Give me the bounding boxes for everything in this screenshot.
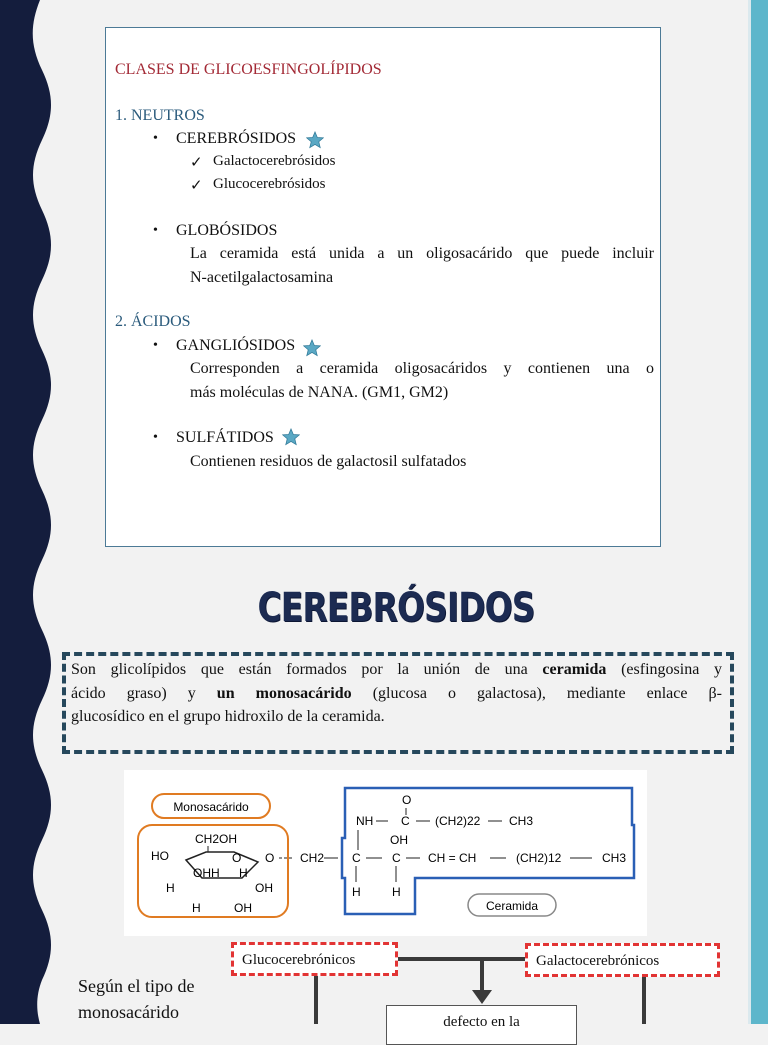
svg-text:C: C — [401, 814, 410, 828]
sulfatidos-item: SULFÁTIDOS — [176, 429, 274, 446]
svg-text:CH3: CH3 — [602, 851, 627, 865]
ceramida-bold: ceramida — [542, 661, 607, 678]
svg-text:(CH2)12: (CH2)12 — [516, 851, 562, 865]
page-title: CEREBRÓSIDOS — [257, 585, 535, 631]
svg-text:H: H — [239, 866, 248, 880]
bullet: • — [153, 338, 158, 353]
definition-line-1: Son glicolípidos que están formados por la unión de una ceramida (esfingosina y — [71, 661, 722, 678]
connector-line — [314, 973, 318, 1024]
svg-text:C: C — [392, 851, 401, 865]
acidos-heading: 2. ÁCIDOS — [115, 313, 191, 330]
gangliosidos-desc-1: Corresponden a ceramida oligosacáridos y contienen una o — [190, 360, 654, 377]
svg-text:H: H — [392, 885, 401, 899]
cerebrosidos-item: CEREBRÓSIDOS — [176, 130, 297, 147]
check-icon: ✓ — [190, 178, 203, 194]
svg-text:H: H — [211, 866, 220, 880]
classes-box — [105, 27, 661, 547]
star-icon — [306, 131, 324, 149]
svg-text:CH2OH: CH2OH — [195, 832, 238, 846]
globosidos-desc-1: La ceramida está unida a un oligosacárido que puede incluir — [190, 245, 654, 262]
globosidos-desc-2: N-acetilgalactosamina — [190, 269, 334, 286]
bullet: • — [153, 223, 158, 238]
svg-text:H: H — [192, 901, 201, 915]
right-accent-strip — [751, 0, 768, 1024]
segun-label-1: Según el tipo de — [78, 976, 195, 996]
svg-text:O: O — [402, 793, 412, 807]
svg-text:H: H — [352, 885, 361, 899]
svg-text:H: H — [166, 881, 175, 895]
bullet: • — [153, 131, 158, 146]
galactocerebronicos-box: Galactocerebrónicos — [525, 943, 720, 977]
ceramida-label: Ceramida — [485, 899, 539, 913]
svg-text:CH3: CH3 — [509, 814, 534, 828]
connector-line — [398, 957, 525, 961]
svg-text:HO: HO — [151, 849, 169, 863]
svg-text:OH: OH — [255, 881, 273, 895]
bullet: • — [153, 430, 158, 445]
svg-text:O: O — [232, 851, 242, 865]
glucocerebronicos-box: Glucocerebrónicos — [231, 942, 398, 976]
galacto-item: Galactocerebrósidos — [213, 153, 336, 169]
svg-text:OH: OH — [390, 833, 408, 847]
svg-text:OH: OH — [193, 866, 211, 880]
monosacarido-bold: un monosacárido — [216, 685, 352, 702]
svg-text:O: O — [265, 851, 275, 865]
star-icon — [303, 339, 321, 357]
svg-text:C: C — [352, 851, 361, 865]
svg-text:OH: OH — [234, 901, 252, 915]
cerebroside-structure-diagram — [124, 770, 647, 936]
arrow-down-icon — [472, 990, 492, 1004]
sulfatidos-desc: Contienen residuos de galactosil sulfatados — [190, 453, 467, 470]
defecto-box: defecto en la — [386, 1005, 577, 1045]
definition-line-2: ácido graso) y un monosacárido (glucosa o galactosa), mediante enlace β- — [71, 685, 722, 702]
check-icon: ✓ — [190, 155, 203, 171]
svg-text:NH: NH — [356, 814, 374, 828]
monosacarido-label: Monosacárido — [173, 800, 249, 814]
globosidos-item: GLOBÓSIDOS — [176, 222, 278, 239]
connector-line — [642, 973, 646, 1024]
definition-line-3: glucosídico en el grupo hidroxilo de la ceramida. — [71, 708, 385, 725]
svg-text:(CH2)22: (CH2)22 — [435, 814, 481, 828]
gluco-item: Glucocerebrósidos — [213, 176, 326, 192]
svg-text:CH2: CH2 — [300, 851, 325, 865]
svg-text:CH = CH: CH = CH — [428, 851, 477, 865]
decorative-wave-band — [0, 0, 60, 1024]
definition-box — [62, 652, 734, 754]
gangliosidos-item: GANGLIÓSIDOS — [176, 337, 296, 354]
gangliosidos-desc-2: más moléculas de NANA. (GM1, GM2) — [190, 384, 449, 401]
neutros-heading: 1. NEUTROS — [115, 107, 205, 124]
segun-label-2: monosacárido — [78, 1002, 179, 1022]
star-icon — [282, 428, 300, 446]
classes-title: CLASES DE GLICOESFINGOLÍPIDOS — [115, 61, 382, 78]
